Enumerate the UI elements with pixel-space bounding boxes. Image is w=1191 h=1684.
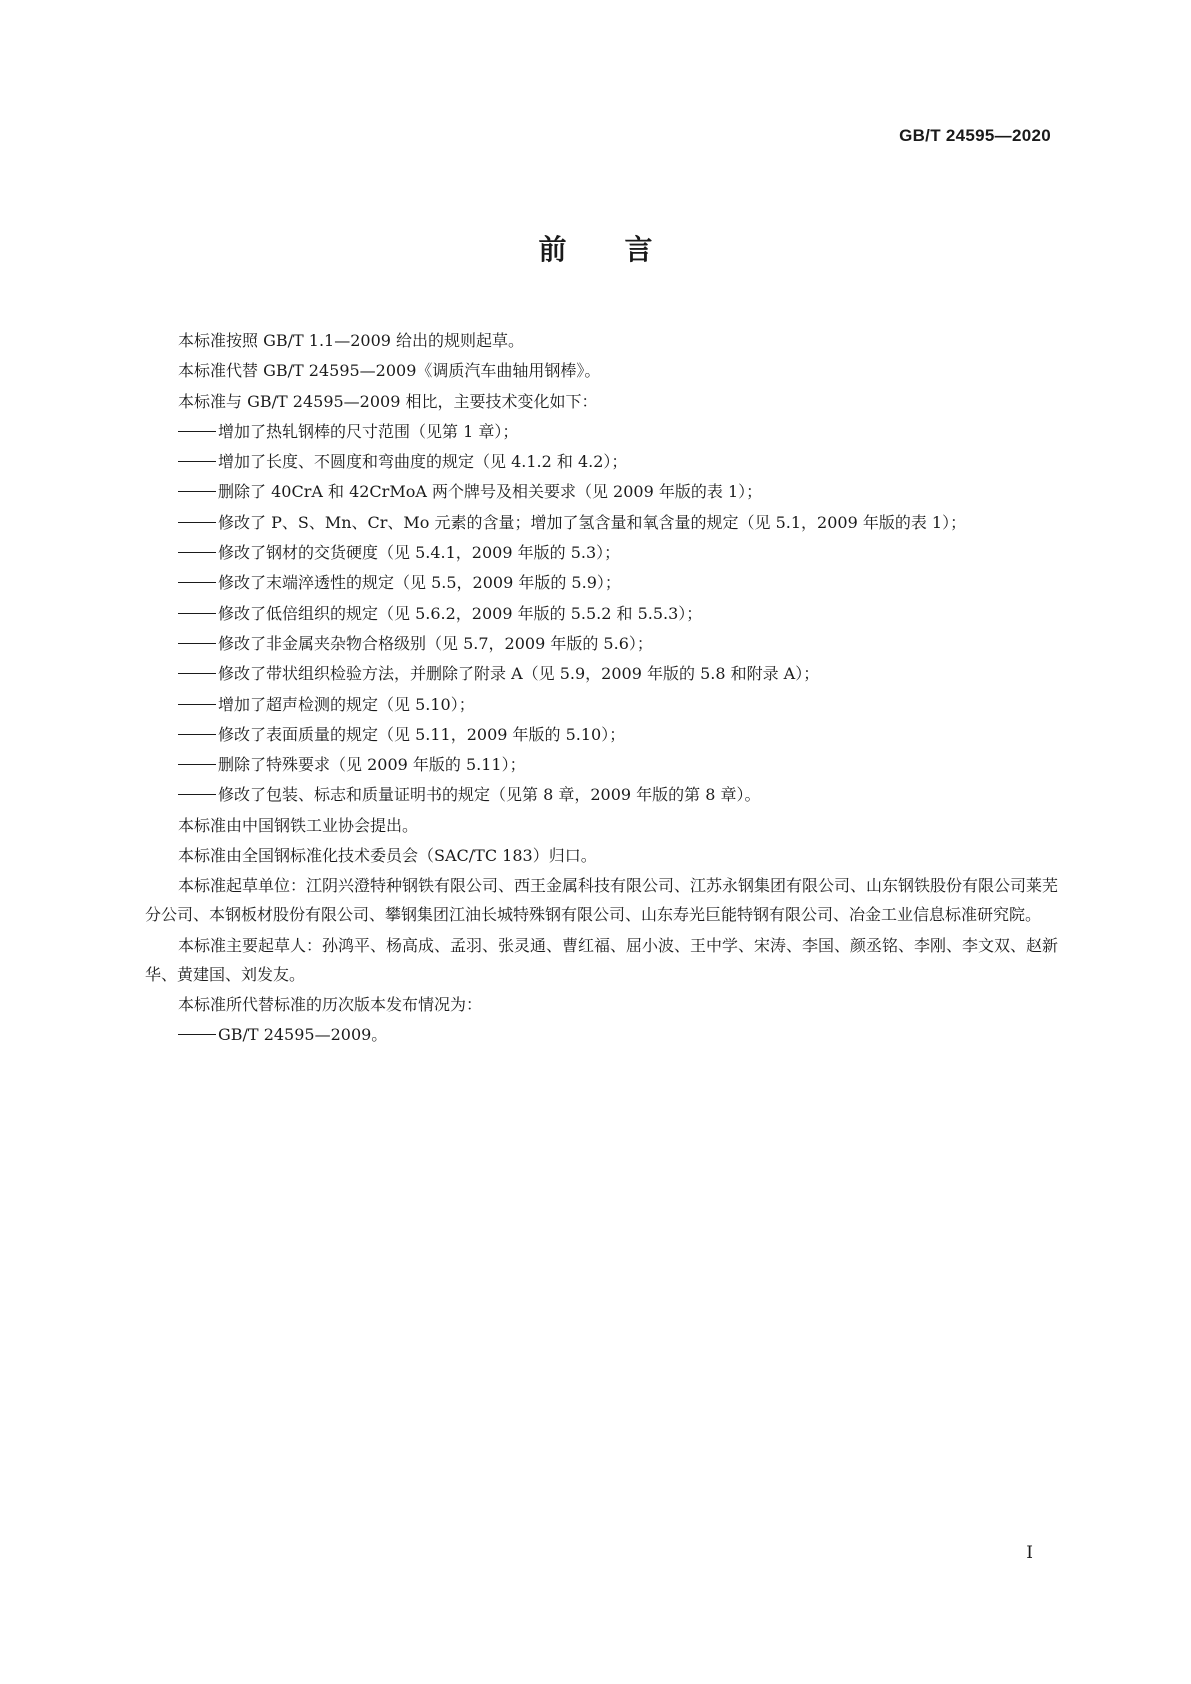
em-dash (178, 704, 216, 705)
outro-paragraph: 本标准所代替标准的历次版本发布情况为： (178, 994, 483, 1014)
change-item (178, 629, 1058, 658)
change-item (178, 568, 1058, 597)
em-dash (178, 582, 216, 583)
em-dash (178, 552, 216, 553)
change-item (178, 447, 1058, 476)
change-item (178, 599, 1058, 628)
change-text: 修改了包装、标志和质量证明书的规定（见第 8 章，2009 年版的第 8 章）。 (218, 785, 761, 805)
outro-paragraph: 本标准由中国钢铁工业协会提出。 (178, 815, 419, 835)
change-item (178, 538, 1058, 567)
drafters-paragraph: 本标准主要起草人：孙鸿平、杨高成、孟羽、张灵通、曹红福、屈小波、王中学、宋涛、李国、颜丞铭、李刚、李文双、赵新华、黄建国、刘发友。 (145, 935, 1059, 984)
change-text: 删除了特殊要求（见 2009 年版的 5.11）； (218, 755, 526, 775)
change-text: 修改了非金属夹杂物合格级别（见 5.7，2009 年版的 5.6）； (218, 633, 653, 653)
change-item (178, 750, 1058, 779)
intro-paragraph: 本标准按照 GB/T 1.1—2009 给出的规则起草。 (178, 331, 525, 350)
intro-paragraph: 本标准与 GB/T 24595—2009 相比，主要技术变化如下： (178, 391, 598, 411)
change-text: 删除了 40CrA 和 42CrMoA 两个牌号及相关要求（见 2009 年版的表 1）； (218, 482, 763, 502)
em-dash (178, 461, 216, 462)
document-body (145, 326, 1059, 1051)
change-text: 修改了 P、S、Mn、Cr、Mo 元素的含量；增加了氢含量和氧含量的规定（见 5.1，2009 年版的表 1）； (218, 512, 967, 532)
change-text: 增加了超声检测的规定（见 5.10）； (218, 694, 475, 714)
em-dash (178, 734, 216, 735)
em-dash (178, 491, 216, 492)
em-dash (178, 673, 216, 674)
change-item (178, 417, 1058, 446)
change-text: 修改了钢材的交货硬度（见 5.4.1，2009 年版的 5.3）； (218, 543, 621, 563)
change-text: 修改了带状组织检验方法，并删除了附录 A（见 5.9，2009 年版的 5.8 和附录 A）； (218, 664, 820, 684)
change-item (178, 508, 1058, 537)
change-text: 增加了热轧钢棒的尺寸范围（见第 1 章）； (218, 421, 519, 441)
em-dash (178, 643, 216, 644)
drafting-units-paragraph: 本标准起草单位：江阴兴澄特种钢铁有限公司、西王金属科技有限公司、江苏永钢集团有限公司、山东钢铁股份有限公司莱芜分公司、本钢板材股份有限公司、攀钢集团江油长城特殊钢有限公司、山东寿光巨能特钢有限公司、冶金工业信息标准研究院。 (145, 876, 1059, 925)
em-dash (178, 794, 216, 795)
standard-code: GB/T 24595—2020 (899, 126, 1051, 145)
page-number: I (1026, 1543, 1033, 1563)
history-text: GB/T 24595—2009。 (218, 1025, 388, 1045)
intro-paragraph: 本标准代替 GB/T 24595—2009《调质汽车曲轴用钢棒》。 (178, 361, 601, 381)
history-item (178, 1020, 1058, 1049)
em-dash (178, 1034, 216, 1035)
change-text: 修改了末端淬透性的规定（见 5.5，2009 年版的 5.9）； (218, 573, 621, 593)
em-dash (178, 431, 216, 432)
change-item (178, 690, 1058, 719)
page-title: 前言 (538, 233, 711, 266)
change-item (178, 659, 1058, 688)
change-text: 修改了表面质量的规定（见 5.11，2009 年版的 5.10）； (218, 724, 626, 744)
em-dash (178, 522, 216, 523)
outro-paragraph: 本标准由全国钢标准化技术委员会（SAC/TC 183）归口。 (178, 846, 597, 866)
change-item (178, 720, 1058, 749)
em-dash (178, 613, 216, 614)
change-text: 修改了低倍组织的规定（见 5.6.2，2009 年版的 5.5.2 和 5.5.3）； (218, 603, 703, 623)
change-item (178, 780, 1058, 809)
change-text: 增加了长度、不圆度和弯曲度的规定（见 4.1.2 和 4.2）； (218, 452, 628, 472)
change-item (178, 477, 1058, 506)
em-dash (178, 764, 216, 765)
